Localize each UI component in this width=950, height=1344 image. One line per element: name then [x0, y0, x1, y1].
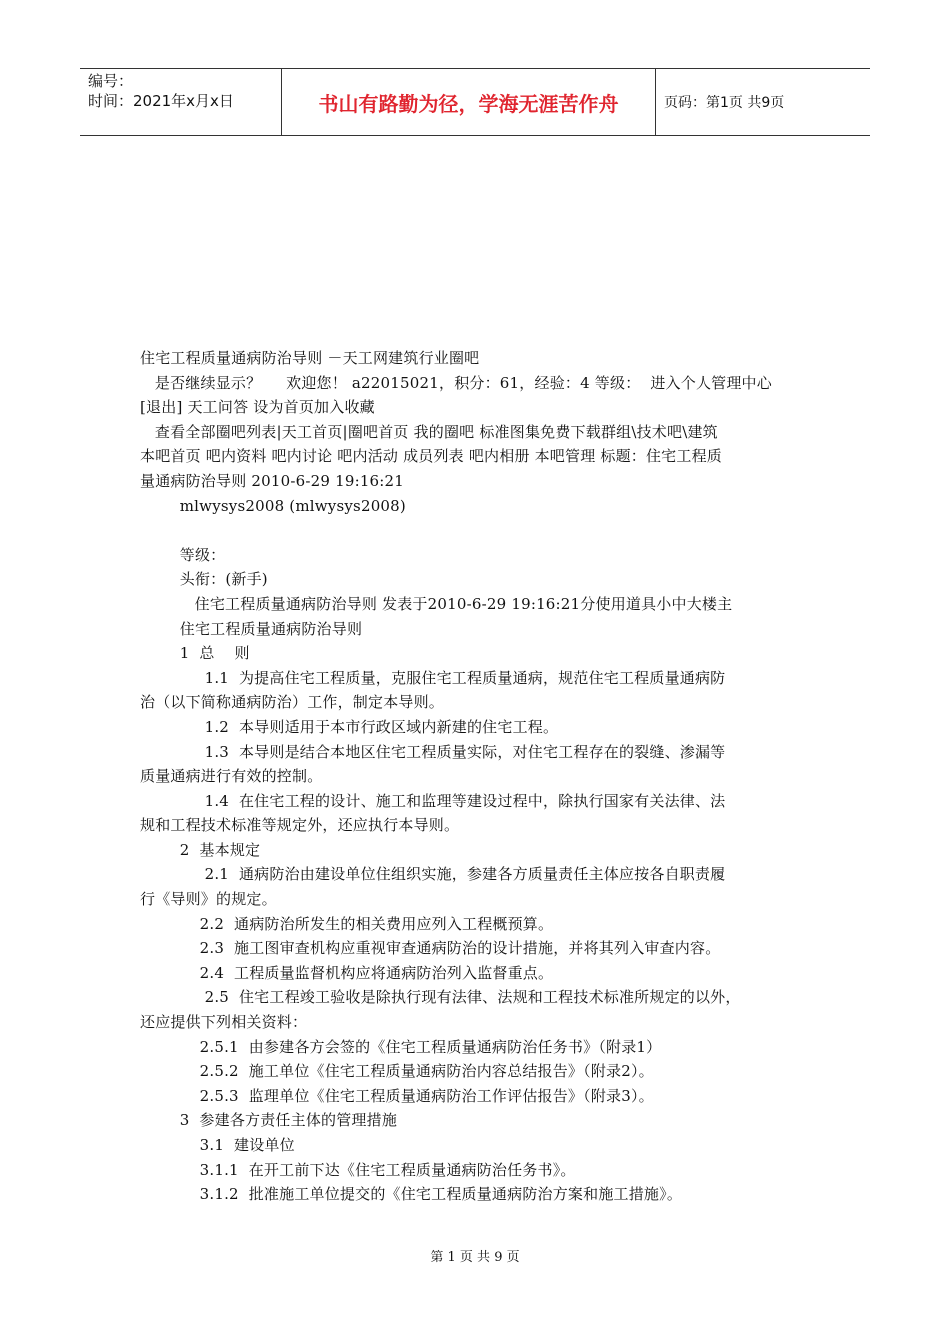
text-line: 治（以下简称通病防治）工作，制定本导则。: [140, 693, 445, 712]
text-line: 2.4 工程质量监督机构应将通病防治列入监督重点。: [140, 963, 554, 982]
text-line: 2.2 通病防治所发生的相关费用应列入工程概预算。: [140, 914, 554, 933]
text-line: 是否继续显示？ 欢迎您！ a22015021，积分：61，经验：4 等级： 进入个人管理中心: [140, 373, 772, 392]
text-line: 1.1 为提高住宅工程质量，克服住宅工程质量通病，规范住宅工程质量通病防: [140, 668, 726, 687]
text-line: 本吧首页 吧内资料 吧内讨论 吧内活动 成员列表 吧内相册 本吧管理 标题：住宅工程质: [140, 447, 722, 466]
text-line: 2 基本规定: [140, 840, 261, 859]
text-line: 2.1 通病防治由建设单位住组织实施，参建各方质量责任主体应按各自职责履: [140, 865, 726, 884]
text-line: 1.3 本导则是结合本地区住宅工程质量实际，对住宅工程存在的裂缝、渗漏等: [140, 742, 726, 761]
text-line: 3 参建各方责任主体的管理措施: [140, 1111, 398, 1130]
text-line: 头衔：(新手): [140, 570, 268, 589]
text-line: 查看全部圈吧列表|天工首页|圈吧首页 我的圈吧 标准图集免费下载群组\技术吧\建筑: [140, 422, 718, 441]
text-line: 住宅工程质量通病防治导则: [140, 619, 363, 638]
text-line: 1.2 本导则适用于本市行政区域内新建的住宅工程。: [140, 717, 559, 736]
text-line: 规和工程技术标准等规定外，还应执行本导则。: [140, 816, 460, 835]
blank-line: [140, 518, 830, 543]
text-line: 行《导则》的规定。: [140, 890, 277, 909]
code-label: 编号：: [88, 72, 134, 90]
header-table: [80, 68, 870, 136]
header-left-cell: [80, 69, 282, 135]
text-line: [退出] 天工问答 设为首页加入收藏: [140, 398, 375, 417]
text-line: 1 总 则: [140, 644, 250, 663]
page-info-cell: [656, 69, 870, 135]
date-label: 时间：2021年x月x日: [88, 92, 234, 110]
text-line: 2.3 施工图审查机构应重视审查通病防治的设计措施，并将其列入审查内容。: [140, 939, 721, 958]
text-line: 住宅工程质量通病防治导则 发表于2010-6-29 19:16:21分使用道具小中大楼主: [140, 594, 733, 613]
text-line: 等级：: [140, 545, 226, 564]
page-info-text: 页码：第1页 共9页: [664, 95, 785, 111]
page-footer: 第 1 页 共 9 页: [430, 1250, 520, 1265]
text-line: 住宅工程质量通病防治导则 －天工网建筑行业圈吧: [140, 349, 480, 367]
text-line: 还应提供下列相关资料：: [140, 1013, 308, 1032]
text-line: 3.1.1 在开工前下达《住宅工程质量通病防治任务书》。: [140, 1160, 576, 1179]
text-line: 2.5.3 监理单位《住宅工程质量通病防治工作评估报告》（附录3）。: [140, 1086, 654, 1105]
motto-cell: [282, 69, 656, 135]
motto-text: 书山有路勤为径，学海无涯苦作舟: [318, 91, 619, 116]
text-line: 2.5 住宅工程竣工验收是除执行现有法律、法规和工程技术标准所规定的以外，: [140, 988, 741, 1007]
document-body: [140, 346, 830, 1207]
text-line: 质量通病进行有效的控制。: [140, 767, 323, 786]
text-line: 3.1 建设单位: [140, 1136, 295, 1154]
text-line: 2.5.2 施工单位《住宅工程质量通病防治内容总结报告》（附录2）。: [140, 1062, 654, 1081]
text-line: 1.4 在住宅工程的设计、施工和监理等建设过程中，除执行国家有关法律、法: [140, 791, 726, 810]
text-line: mlwysys2008 (mlwysys2008): [140, 496, 406, 515]
text-line: 2.5.1 由参建各方会签的《住宅工程质量通病防治任务书》（附录1）: [140, 1037, 662, 1056]
text-line: 量通病防治导则 2010-6-29 19:16:21: [140, 471, 405, 490]
text-line: 3.1.2 批准施工单位提交的《住宅工程质量通病防治方案和施工措施》。: [140, 1185, 683, 1204]
